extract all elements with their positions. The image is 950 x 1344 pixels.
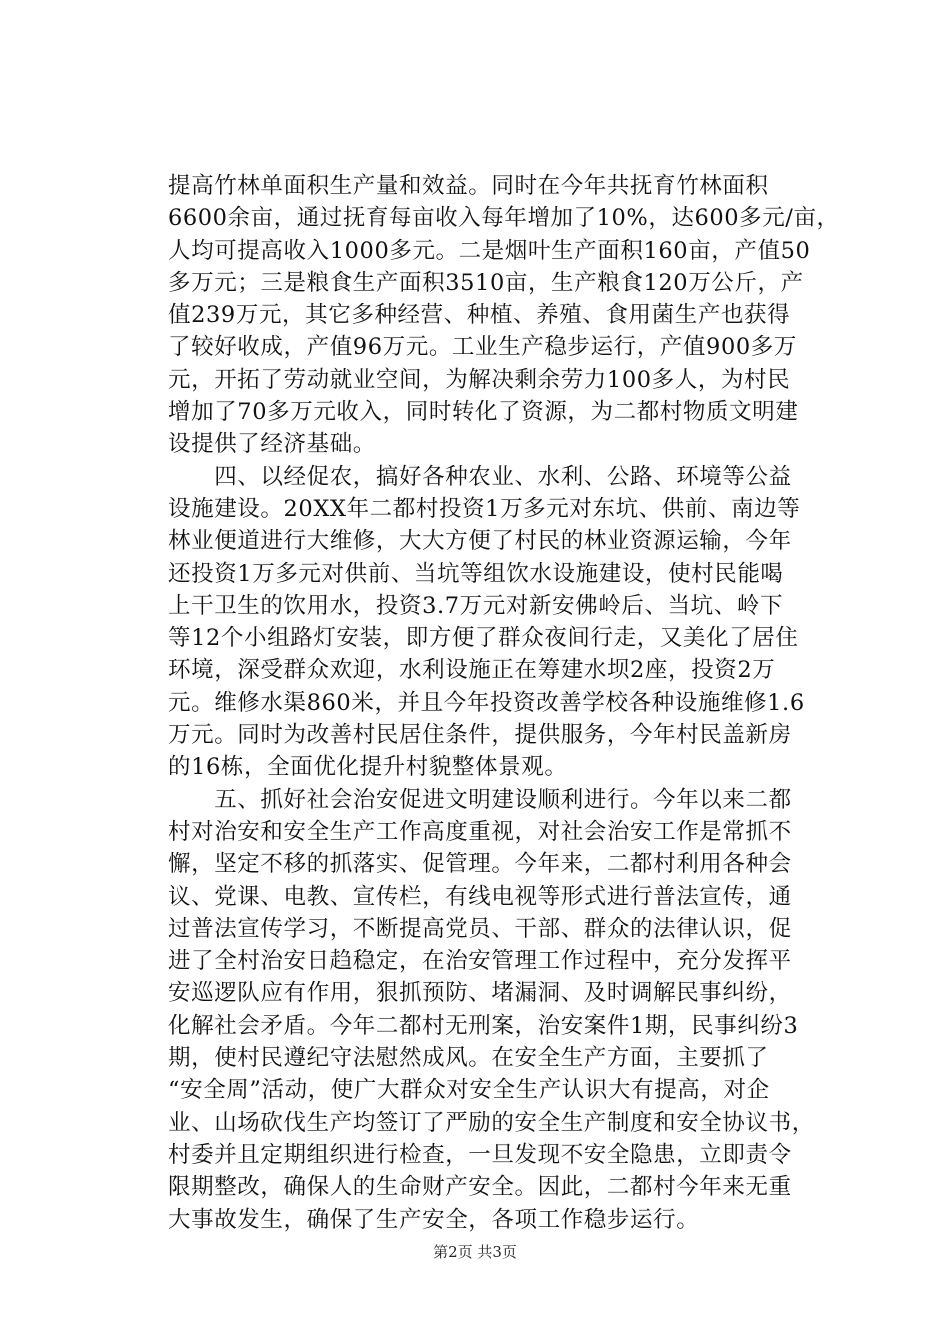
paragraph-heading-line: 五、抓好社会治安促进文明建设顺利进行。今年以来二都 — [168, 786, 792, 813]
text-line: 上干卫生的饮用水，投资3.7万元对新安佛岭后、当坑、岭下 — [168, 592, 784, 619]
text-line: 了较好收成，产值96万元。工业生产稳步运行，产值900多万 — [168, 334, 797, 361]
text-line: 环境，深受群众欢迎，水利设施正在筹建水坝2座，投资2万 — [168, 657, 776, 684]
text-line: 期，使村民遵纪守法慰然成风。在安全生产方面，主要抓了 — [168, 1045, 769, 1072]
text-line: 等12个小组路灯安装，即方便了群众夜间行走，又美化了居住 — [168, 625, 799, 652]
text-line: 限期整改，确保人的生命财产安全。因此，二都村今年来无重 — [168, 1174, 792, 1201]
text-line: 过普法宣传学习，不断提高党员、干部、群众的法律认识，促 — [168, 915, 792, 942]
text-line: 增加了70多万元收入，同时转化了资源，为二都村物质文明建 — [168, 399, 799, 426]
text-line: 化解社会矛盾。今年二都村无刑案，治安案件1期，民事纠纷3 — [168, 1012, 799, 1039]
text-line: 还投资1万多元对供前、当坑等组饮水设施建设，使村民能喝 — [168, 560, 784, 587]
text-line: 懈，坚定不移的抓落实、促管理。今年来，二都村利用各种会 — [168, 851, 792, 878]
text-line: 林业便道进行大维修，大大方便了村民的林业资源运输，今年 — [168, 528, 792, 555]
text-line: 设施建设。20XX年二都村投资1万多元对东坑、供前、南边等 — [168, 495, 801, 522]
text-line: 元，开拓了劳动就业空间，为解决剩余劳力100多人，为村民 — [168, 366, 791, 393]
document-body — [168, 170, 840, 1236]
text-line: “安全周”活动，使广大群众对安全生产认识大有提高，对企 — [168, 1077, 770, 1104]
text-line: 业、山场砍伐生产均签订了严励的安全生产制度和安全协议书， — [168, 1109, 815, 1136]
paragraph-heading-line: 四、以经促农，搞好各种农业、水利、公路、环境等公益 — [168, 463, 792, 490]
text-line: 的16栋，全面优化提升村貌整体景观。 — [168, 754, 568, 781]
text-line: 提高竹林单面积生产量和效益。同时在今年共抚育竹林面积 — [168, 173, 769, 199]
text-line: 议、党课、电教、宣传栏，有线电视等形式进行普法宣传，通 — [168, 883, 792, 910]
text-line: 6600余亩，通过抚育每亩收入每年增加了10%，达600多元/亩， — [168, 205, 840, 232]
text-line: 村对治安和安全生产工作高度重视，对社会治安工作是常抓不 — [168, 818, 792, 845]
text-line: 人均可提高收入1000多元。二是烟叶生产面积160亩，产值50 — [168, 237, 811, 264]
text-line: 多万元；三是粮食生产面积3510亩，生产粮食120万公斤，产 — [168, 269, 804, 296]
text-line: 值239万元，其它多种经营、种植、养殖、食用菌生产也获得 — [168, 302, 791, 329]
text-line: 设提供了经济基础。 — [168, 431, 376, 458]
text-line: 万元。同时为改善村民居住条件，提供服务，今年村民盖新房 — [168, 722, 792, 749]
text-line: 村委并且定期组织进行检查，一旦发现不安全隐患，立即责令 — [168, 1141, 792, 1168]
text-line: 安巡逻队应有作用，狠抓预防、堵漏洞、及时调解民事纠纷， — [168, 980, 792, 1007]
text-line: 进了全村治安日趋稳定，在治安管理工作过程中，充分发挥平 — [168, 948, 792, 975]
page-number-footer: 第2页 共3页 — [433, 1243, 517, 1261]
text-line: 元。维修水渠860米，并且今年投资改善学校各种设施维修1.6 — [168, 689, 805, 716]
text-line: 大事故发生，确保了生产安全，各项工作稳步运行。 — [168, 1206, 700, 1233]
